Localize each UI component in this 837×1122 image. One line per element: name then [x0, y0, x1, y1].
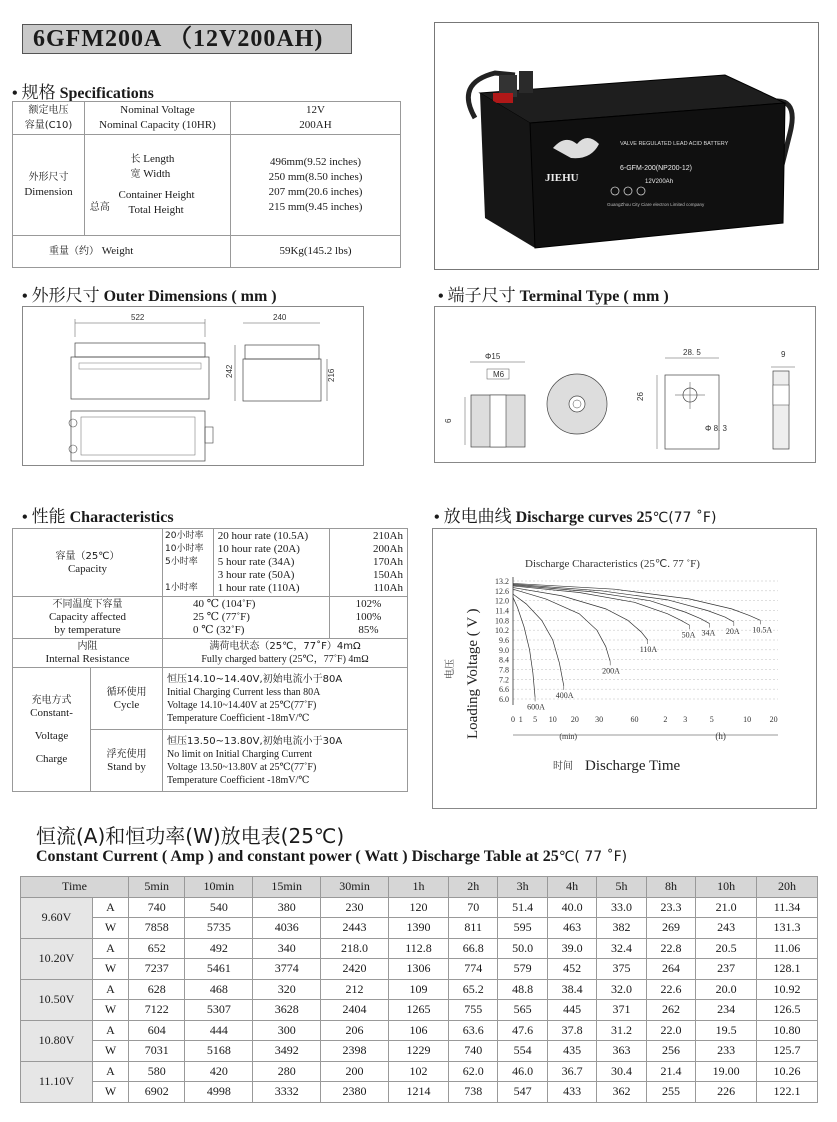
table-cell: 740	[448, 1041, 497, 1062]
spec-dimension-label: 外形尺寸 Dimension	[13, 135, 85, 236]
battery-photo	[435, 23, 818, 269]
table-time-header: 5min	[129, 877, 185, 898]
table-cell: 233	[696, 1041, 757, 1062]
table-cell: 36.7	[547, 1061, 596, 1082]
table-voltage-cell: 10.80V	[21, 1020, 93, 1061]
table-cell: 375	[597, 959, 646, 980]
table-cell: 112.8	[388, 938, 448, 959]
table-cell: 126.5	[757, 1000, 818, 1021]
chart-series-line	[513, 597, 535, 697]
table-cell: 46.0	[498, 1061, 547, 1082]
chart-series-line	[513, 584, 734, 622]
table-cell: 1214	[388, 1082, 448, 1103]
characteristics-table	[12, 528, 408, 792]
chart-x-tick-min: 1	[518, 715, 523, 724]
table-cell: 444	[185, 1020, 253, 1041]
chart-x-tick-h: 3	[683, 715, 688, 724]
terminal-w285-label: 28. 5	[683, 348, 701, 357]
table-row	[21, 1061, 818, 1082]
table-cell: 32.0	[597, 979, 646, 1000]
table-cell: 50.0	[498, 938, 547, 959]
spec-nominal-en: Nominal Voltage Nominal Capacity (10HR)	[85, 102, 231, 135]
table-cell: 10.92	[757, 979, 818, 1000]
table-cell: 21.4	[646, 1061, 695, 1082]
char-capacity-label: 容量（25℃） Capacity	[13, 529, 163, 597]
discharge-table	[20, 876, 818, 1103]
table-cell: 22.6	[646, 979, 695, 1000]
table-cell: 206	[321, 1020, 389, 1041]
table-cell: 40.0	[547, 897, 596, 918]
table-cell: 33.0	[597, 897, 646, 918]
chart-series-line	[513, 583, 760, 620]
chart-series-label: 34A	[701, 628, 716, 638]
table-cell: 547	[498, 1082, 547, 1103]
table-cell: 120	[388, 897, 448, 918]
table-cell: 39.0	[547, 938, 596, 959]
char-temp-values: 102% 100% 85%	[330, 597, 408, 639]
table-cell: 109	[388, 979, 448, 1000]
table-cell: 468	[185, 979, 253, 1000]
char-cycle-lines: 恒压14.10~14.40V,初始电流小于80A Initial Charging Current less than 80A Voltage 14.10~14.40V at 25℃(77˚F) Temperature Coefficient -18mV/℃	[163, 668, 408, 730]
chart-series-label: 400A	[555, 690, 574, 700]
table-cell: 262	[646, 1000, 695, 1021]
table-unit-cell: W	[93, 1041, 129, 1062]
table-cell: 554	[498, 1041, 547, 1062]
table-cell: 2398	[321, 1041, 389, 1062]
table-time-header: 8h	[646, 877, 695, 898]
table-row	[21, 897, 818, 918]
table-cell: 382	[597, 918, 646, 939]
table-cell: 19.5	[696, 1020, 757, 1041]
table-unit-cell: A	[93, 1061, 129, 1082]
section-specifications: • 规格 Specifications	[12, 83, 154, 103]
table-cell: 628	[129, 979, 185, 1000]
table-cell: 65.2	[448, 979, 497, 1000]
table-cell: 2443	[321, 918, 389, 939]
table-cell: 11.34	[757, 897, 818, 918]
chart-x-tick-h: 5	[709, 715, 714, 724]
char-standby-label: 浮充使用 Stand by	[91, 730, 163, 792]
table-cell: 7031	[129, 1041, 185, 1062]
terminal-diagram	[434, 306, 816, 463]
section-terminal-type: • 端子尺寸 Terminal Type ( mm )	[438, 286, 669, 306]
table-cell: 3332	[253, 1082, 321, 1103]
table-unit-cell: A	[93, 938, 129, 959]
table-cell: 435	[547, 1041, 596, 1062]
table-cell: 738	[448, 1082, 497, 1103]
table-cell: 7858	[129, 918, 185, 939]
chart-series-label: 20A	[725, 626, 740, 636]
table-cell: 21.0	[696, 897, 757, 918]
char-charge-label: 充电方式 Constant- Voltage Charge	[13, 668, 91, 792]
table-cell: 579	[498, 959, 547, 980]
discharge-chart	[433, 529, 816, 808]
table-time-header: 3h	[498, 877, 547, 898]
table-unit-cell: A	[93, 979, 129, 1000]
table-header-row	[21, 877, 818, 898]
chart-x-tick-min: 30	[595, 715, 604, 724]
chart-y-tick: 8.4	[499, 655, 509, 665]
table-cell: 362	[597, 1082, 646, 1103]
chart-y-tick: 7.2	[499, 675, 509, 685]
table-cell: 38.4	[547, 979, 596, 1000]
chart-x-tick-h: 20	[769, 715, 778, 724]
table-cell: 811	[448, 918, 497, 939]
terminal-w9-label: 9	[781, 350, 786, 359]
spec-dim-values: 496mm(9.52 inches) 250 mm(8.50 inches) 207 mm(20.6 inches) 215 mm(9.45 inches)	[231, 135, 401, 236]
section-characteristics: • 性能 Characteristics	[22, 507, 174, 527]
chart-x-tick-min: 60	[630, 715, 639, 724]
table-cell: 226	[696, 1082, 757, 1103]
table-voltage-cell: 9.60V	[21, 897, 93, 938]
table-cell: 4036	[253, 918, 321, 939]
chart-y-tick: 13.2	[495, 577, 509, 586]
chart-x-unit-min: (min)	[559, 732, 578, 741]
table-cell: 1390	[388, 918, 448, 939]
table-cell: 22.8	[646, 938, 695, 959]
table-cell: 256	[646, 1041, 695, 1062]
table-cell: 30.4	[597, 1061, 646, 1082]
spec-table	[12, 101, 401, 268]
table-cell: 3492	[253, 1041, 321, 1062]
table-cell: 66.8	[448, 938, 497, 959]
battery-label-line2: 6-GFM-200(NP200-12)	[620, 165, 692, 172]
table-cell: 2380	[321, 1082, 389, 1103]
table-cell: 4998	[185, 1082, 253, 1103]
chart-y-tick: 10.2	[495, 626, 509, 636]
table-time-header: 2h	[448, 877, 497, 898]
table-time-header: 4h	[547, 877, 596, 898]
table-title-en: Constant Current ( Amp ) and constant power ( Watt ) Discharge Table at 25℃( 77 ˚F)	[36, 848, 628, 865]
table-voltage-cell: 10.50V	[21, 979, 93, 1020]
table-unit-cell: A	[93, 897, 129, 918]
table-cell: 433	[547, 1082, 596, 1103]
table-cell: 63.6	[448, 1020, 497, 1041]
table-voltage-cell: 10.20V	[21, 938, 93, 979]
chart-x-tick-h: 2	[663, 715, 668, 724]
table-cell: 48.8	[498, 979, 547, 1000]
table-cell: 243	[696, 918, 757, 939]
table-time-header: 15min	[253, 877, 321, 898]
table-cell: 264	[646, 959, 695, 980]
table-cell: 595	[498, 918, 547, 939]
char-ir-label: 内阻 Internal Resistance	[13, 639, 163, 668]
table-unit-cell: W	[93, 918, 129, 939]
model-title: 6GFM200A （12V200AH)	[22, 24, 352, 54]
chart-ylabel-cn: 电压	[445, 659, 456, 679]
spec-weight-val: 59Kg(145.2 lbs)	[231, 236, 401, 268]
chart-x-tick-h: 10	[743, 715, 752, 724]
table-row	[21, 918, 818, 939]
char-rates-cn: 20小时率 10小时率 5小时率 1小时率	[163, 529, 214, 597]
table-cell: 218.0	[321, 938, 389, 959]
chart-ylabel: Loading Voltage ( V )	[465, 608, 481, 739]
table-cell: 5735	[185, 918, 253, 939]
table-time-header: 30min	[321, 877, 389, 898]
table-row	[21, 1000, 818, 1021]
table-cell: 363	[597, 1041, 646, 1062]
table-cell: 106	[388, 1020, 448, 1041]
chart-series-label: 10.5A	[752, 625, 773, 635]
spec-weight-label: 重量（约） Weight	[13, 236, 231, 268]
table-unit-cell: W	[93, 1082, 129, 1103]
table-time-header: 20h	[757, 877, 818, 898]
terminal-m6-label: M6	[493, 370, 505, 379]
table-cell: 10.26	[757, 1061, 818, 1082]
table-cell: 652	[129, 938, 185, 959]
battery-label-line4: GuangZhou City Ciare electron Limited company	[607, 202, 705, 207]
table-cell: 492	[185, 938, 253, 959]
table-time-header: 10min	[185, 877, 253, 898]
battery-label-line3: 12V200Ah	[645, 179, 674, 185]
table-cell: 37.8	[547, 1020, 596, 1041]
table-cell: 540	[185, 897, 253, 918]
spec-dim-en-col: 长 Length 宽 Width Container Height Total Height	[115, 135, 231, 236]
chart-xlabel: Discharge Time	[585, 758, 681, 774]
brand-logo-text: JIEHU	[545, 172, 579, 184]
chart-y-tick: 6.6	[499, 685, 509, 695]
table-cell: 3774	[253, 959, 321, 980]
table-time-header: 10h	[696, 877, 757, 898]
chart-y-tick: 12.0	[495, 596, 509, 606]
table-cell: 340	[253, 938, 321, 959]
table-cell: 420	[185, 1061, 253, 1082]
char-ir-values: 满荷电状态（25℃，77˚F）4mΩ Fully charged battery (25℃，77˚F) 4mΩ	[163, 639, 408, 668]
table-cell: 2404	[321, 1000, 389, 1021]
table-voltage-cell: 11.10V	[21, 1061, 93, 1102]
chart-y-tick: 9.0	[499, 645, 509, 655]
table-cell: 5307	[185, 1000, 253, 1021]
char-standby-lines: 恒压13.50~13.80V,初始电流小于30A No limit on Initial Charging Current Voltage 13.50~13.80V at 25℃(77˚F) Temperature Coefficient -18mV/℃	[163, 730, 408, 792]
table-cell: 131.3	[757, 918, 818, 939]
table-cell: 20.0	[696, 979, 757, 1000]
table-cell: 212	[321, 979, 389, 1000]
chart-series-label: 600A	[527, 702, 545, 712]
outer-dimensions-diagram	[22, 306, 364, 466]
chart-series-label: 200A	[602, 666, 620, 676]
chart-y-tick: 7.8	[499, 665, 509, 675]
table-row	[21, 959, 818, 980]
table-cell: 320	[253, 979, 321, 1000]
battery-photo-frame	[434, 22, 819, 270]
chart-x-tick-min: 5	[533, 715, 538, 724]
chart-xlabel-cn: 时间	[553, 761, 573, 772]
table-cell: 230	[321, 897, 389, 918]
table-cell: 7122	[129, 1000, 185, 1021]
table-cell: 234	[696, 1000, 757, 1021]
section-discharge-curves: • 放电曲线 Discharge curves 25℃(77 ˚F)	[434, 507, 717, 527]
dim-width-label: 240	[273, 313, 287, 322]
char-rates-values: 210Ah 200Ah 170Ah 150Ah 110Ah	[330, 529, 408, 597]
chart-y-tick: 10.8	[495, 616, 509, 626]
chart-series-label: 50A	[681, 630, 696, 640]
chart-x-unit-h: (h)	[715, 731, 726, 741]
table-cell: 280	[253, 1061, 321, 1082]
table-corner: Time	[21, 877, 129, 898]
table-cell: 1265	[388, 1000, 448, 1021]
table-cell: 20.5	[696, 938, 757, 959]
table-row	[21, 1041, 818, 1062]
table-cell: 380	[253, 897, 321, 918]
table-row	[21, 1020, 818, 1041]
table-unit-cell: W	[93, 959, 129, 980]
table-cell: 47.6	[498, 1020, 547, 1041]
table-cell: 237	[696, 959, 757, 980]
table-cell: 774	[448, 959, 497, 980]
table-cell: 300	[253, 1020, 321, 1041]
table-cell: 269	[646, 918, 695, 939]
table-cell: 1306	[388, 959, 448, 980]
table-cell: 604	[129, 1020, 185, 1041]
chart-x-tick-min: 10	[548, 715, 557, 724]
table-cell: 22.0	[646, 1020, 695, 1041]
spec-nominal-val: 12V 200AH	[231, 102, 401, 135]
terminal-h6-label: 6	[444, 418, 453, 423]
table-cell: 122.1	[757, 1082, 818, 1103]
discharge-chart-frame	[432, 528, 817, 809]
table-cell: 32.4	[597, 938, 646, 959]
table-cell: 7237	[129, 959, 185, 980]
table-cell: 10.80	[757, 1020, 818, 1041]
chart-y-tick: 11.4	[495, 606, 509, 616]
spec-dim-cn-col: 总高	[85, 135, 115, 236]
table-cell: 125.7	[757, 1041, 818, 1062]
table-cell: 31.2	[597, 1020, 646, 1041]
table-cell: 255	[646, 1082, 695, 1103]
table-row	[21, 938, 818, 959]
table-cell: 102	[388, 1061, 448, 1082]
table-unit-cell: W	[93, 1000, 129, 1021]
table-cell: 452	[547, 959, 596, 980]
table-cell: 200	[321, 1061, 389, 1082]
char-rates-en: 20 hour rate (10.5A) 10 hour rate (20A) 5 hour rate (34A) 3 hour rate (50A) 1 hour rate (110A)	[213, 529, 329, 597]
table-cell: 580	[129, 1061, 185, 1082]
table-cell: 70	[448, 897, 497, 918]
table-title-cn: 恒流(A)和恒功率(W)放电表(25℃)	[36, 824, 345, 848]
table-cell: 740	[129, 897, 185, 918]
table-cell: 51.4	[498, 897, 547, 918]
table-cell: 2420	[321, 959, 389, 980]
table-cell: 5168	[185, 1041, 253, 1062]
table-cell: 23.3	[646, 897, 695, 918]
chart-x-tick-min: 20	[570, 715, 579, 724]
chart-y-tick: 9.6	[499, 636, 509, 645]
table-cell: 11.06	[757, 938, 818, 959]
table-row	[21, 979, 818, 1000]
terminal-h26-label: 26	[636, 392, 645, 401]
chart-y-tick: 12.6	[495, 586, 509, 596]
table-cell: 19.00	[696, 1061, 757, 1082]
table-cell: 62.0	[448, 1061, 497, 1082]
chart-series-line	[513, 589, 610, 661]
table-cell: 1229	[388, 1041, 448, 1062]
table-cell: 565	[498, 1000, 547, 1021]
terminal-d15-label: Φ15	[485, 352, 501, 361]
table-time-header: 5h	[597, 877, 646, 898]
chart-series-label: 110A	[639, 645, 658, 654]
table-cell: 5461	[185, 959, 253, 980]
spec-nominal-cn: 额定电压 容量(C10)	[13, 102, 85, 135]
table-row	[21, 1082, 818, 1103]
table-time-header: 1h	[388, 877, 448, 898]
char-temps: 40 ℃ (104˚F) 25 ℃ (77˚F) 0 ℃ (32˚F)	[163, 597, 330, 639]
terminal-d83-label: Φ 8. 3	[705, 424, 727, 433]
chart-y-tick: 6.0	[499, 695, 509, 704]
table-unit-cell: A	[93, 1020, 129, 1041]
char-temp-label: 不同温度下容量 Capacity affected by temperature	[13, 597, 163, 639]
table-cell: 3628	[253, 1000, 321, 1021]
table-cell: 755	[448, 1000, 497, 1021]
table-cell: 128.1	[757, 959, 818, 980]
table-cell: 371	[597, 1000, 646, 1021]
chart-title: Discharge Characteristics (25℃. 77 ˚F)	[525, 558, 700, 570]
dim-height-total-label: 216	[327, 368, 336, 382]
chart-x-tick-min: 0	[511, 715, 515, 724]
char-cycle-label: 循环使用 Cycle	[91, 668, 163, 730]
table-cell: 463	[547, 918, 596, 939]
dim-length-label: 522	[131, 313, 145, 322]
section-outer-dimensions: • 外形尺寸 Outer Dimensions ( mm )	[22, 286, 277, 306]
table-cell: 445	[547, 1000, 596, 1021]
battery-label-line1: VALVE REGULATED LEAD ACID BATTERY	[620, 141, 729, 147]
dim-height-container-label: 242	[225, 364, 234, 378]
table-cell: 6902	[129, 1082, 185, 1103]
